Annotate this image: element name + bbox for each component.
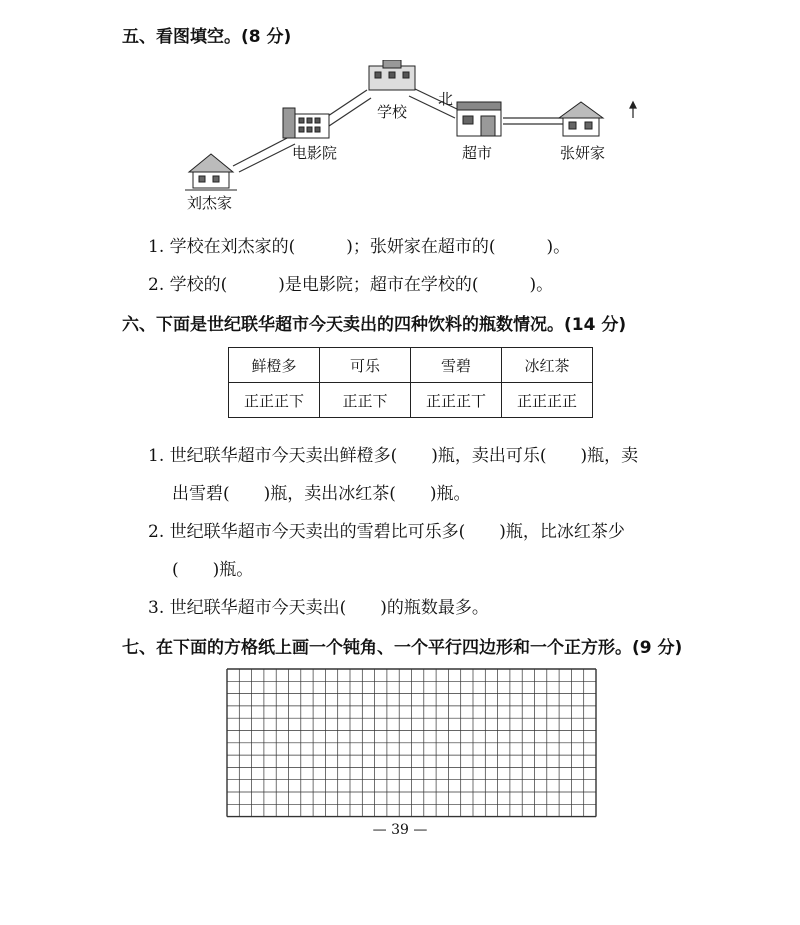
section6-question-2-line-1: 2. 世纪联华超市今天卖出的雪碧比可乐多( )瓶，比冰红茶少 (148, 522, 625, 542)
north-arrow-icon (630, 102, 636, 118)
page-number: — 39 — (372, 822, 428, 838)
section6-title: 六、下面是世纪联华超市今天卖出的四种饮料的瓶数情况。(14 分) (122, 315, 627, 335)
place-zhangyan-home: 张妍家 (560, 144, 606, 162)
north-label: 北 (438, 90, 454, 108)
zhangyan-house-icon (559, 102, 603, 136)
tally-cell: 正正下 (320, 383, 411, 418)
section5-question-1: 1. 学校在刘杰家的( )；张妍家在超市的( )。 (148, 237, 571, 257)
supermarket-building-icon (457, 102, 501, 136)
section5-question-2: 2. 学校的( )是电影院；超市在学校的( )。 (148, 275, 554, 295)
section6-question-1-line-1: 1. 世纪联华超市今天卖出鲜橙多( )瓶，卖出可乐( )瓶，卖 (148, 446, 639, 466)
section7-title: 七、在下面的方格纸上画一个钝角、一个平行四边形和一个正方形。(9 分) (122, 638, 683, 658)
grid-paper[interactable] (226, 668, 598, 820)
tally-cell: 正正正下 (229, 383, 320, 418)
table-header-cell: 雪碧 (411, 348, 502, 383)
section6-question-3: 3. 世纪联华超市今天卖出( )的瓶数最多。 (148, 598, 489, 618)
section6-question-1-line-2: 出雪碧( )瓶，卖出冰红茶( )瓶。 (172, 484, 471, 504)
place-cinema: 电影院 (292, 144, 338, 162)
section6-question-2-line-2: ( )瓶。 (172, 560, 254, 580)
tally-cell: 正正正正 (502, 383, 593, 418)
table-row (229, 383, 593, 418)
school-building-icon (369, 60, 415, 90)
table-header-row (229, 348, 593, 383)
place-school: 学校 (377, 103, 408, 121)
tally-table (228, 347, 593, 418)
section5-title: 五、看图填空。(8 分) (122, 27, 292, 47)
place-liujie-home: 刘杰家 (187, 194, 233, 212)
place-supermarket: 超市 (462, 144, 493, 162)
table-header-cell: 可乐 (320, 348, 411, 383)
cinema-building-icon (283, 108, 329, 138)
liujie-house-icon (185, 154, 237, 190)
tally-cell: 正正正丅 (411, 383, 502, 418)
map-figure (185, 60, 645, 220)
table-header-cell: 鲜橙多 (229, 348, 320, 383)
table-header-cell: 冰红茶 (502, 348, 593, 383)
